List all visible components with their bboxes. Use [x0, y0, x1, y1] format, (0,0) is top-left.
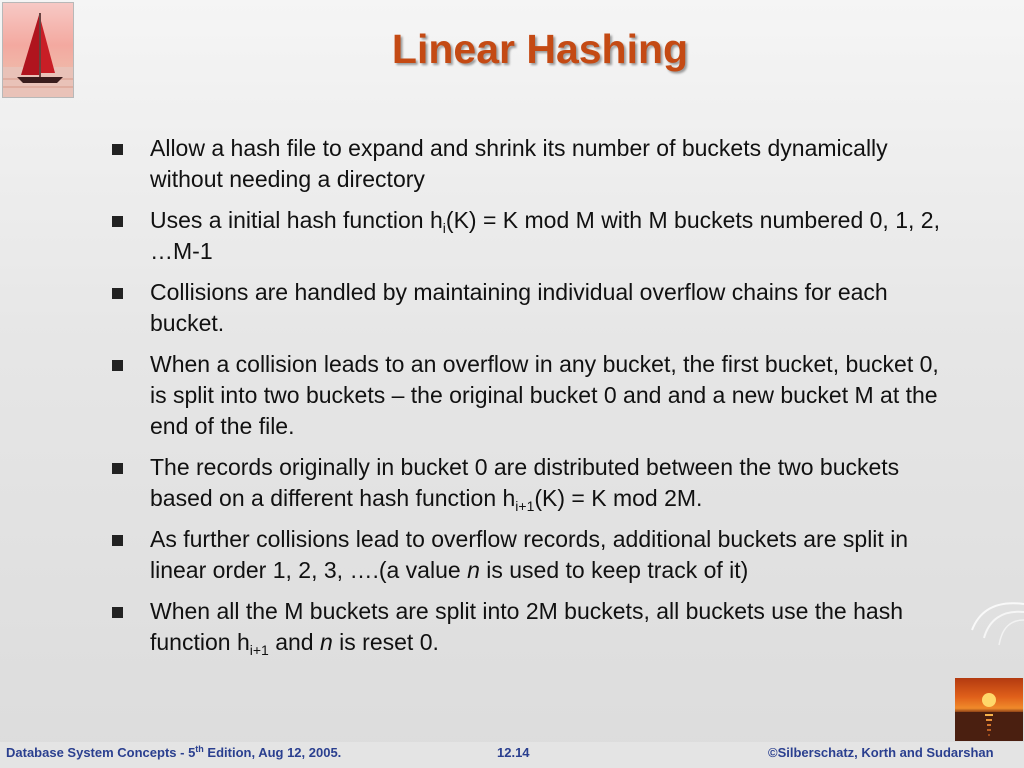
subscript: i+1: [249, 642, 269, 658]
subscript: i+1: [515, 498, 535, 514]
square-bullet-icon: [112, 463, 123, 474]
square-bullet-icon: [112, 288, 123, 299]
footer-page-number: 12.14: [497, 745, 530, 760]
italic-variable: n: [467, 557, 480, 583]
swirl-decoration-icon: [924, 590, 1024, 650]
list-item: [110, 277, 950, 339]
bullet-text: Allow a hash file to expand and shrink its number of buckets dynamically without needing a directory: [150, 135, 888, 192]
italic-variable: n: [319, 629, 333, 655]
square-bullet-icon: [112, 535, 123, 546]
sunset-icon: [955, 678, 1023, 741]
footer-copyright: ©Silberschatz, Korth and Sudarshan: [768, 745, 994, 760]
bullet-list: [110, 133, 950, 668]
bullet-text: As further collisions lead to overflow records, additional buckets are split in linear order 1, 2, 3, ….(a value: [150, 526, 909, 583]
list-item: [110, 133, 950, 195]
bullet-text: Collisions are handled by maintaining individual overflow chains for each bucket.: [150, 279, 888, 336]
square-bullet-icon: [112, 144, 123, 155]
subscript: i: [442, 220, 446, 236]
square-bullet-icon: [112, 360, 123, 371]
bullet-text: is reset 0.: [332, 629, 439, 655]
bullet-text: and: [268, 629, 320, 655]
bullet-text: (K) = K mod M with M buckets numbered 0, 1, 2, …M-1: [150, 207, 940, 264]
footer-book-title: Database System Concepts - 5th Edition, Aug 12, 2005.: [6, 744, 342, 760]
bullet-text: The records originally in bucket 0 are distributed between the two buckets based on a different hash function h: [150, 454, 900, 511]
bullet-text: When a collision leads to an overflow in any bucket, the first bucket, bucket 0, is split into two buckets – the original bucket 0 and and a new bucket M at the end of the file.: [150, 351, 939, 439]
list-item: [110, 524, 950, 586]
slide-title: Linear Hashing: [391, 26, 689, 72]
bullet-text: is used to keep track of it): [479, 557, 749, 583]
list-item: [110, 205, 950, 267]
bullet-text: When all the M buckets are split into 2M buckets, all buckets use the hash function h: [150, 598, 903, 655]
bullet-text: (K) = K mod 2M.: [534, 485, 703, 511]
square-bullet-icon: [112, 607, 123, 618]
list-item: [110, 596, 950, 658]
sunset-image: [955, 678, 1023, 741]
bullet-text: Uses a initial hash function h: [150, 207, 443, 233]
square-bullet-icon: [112, 216, 123, 227]
list-item: [110, 452, 950, 514]
list-item: [110, 349, 950, 442]
